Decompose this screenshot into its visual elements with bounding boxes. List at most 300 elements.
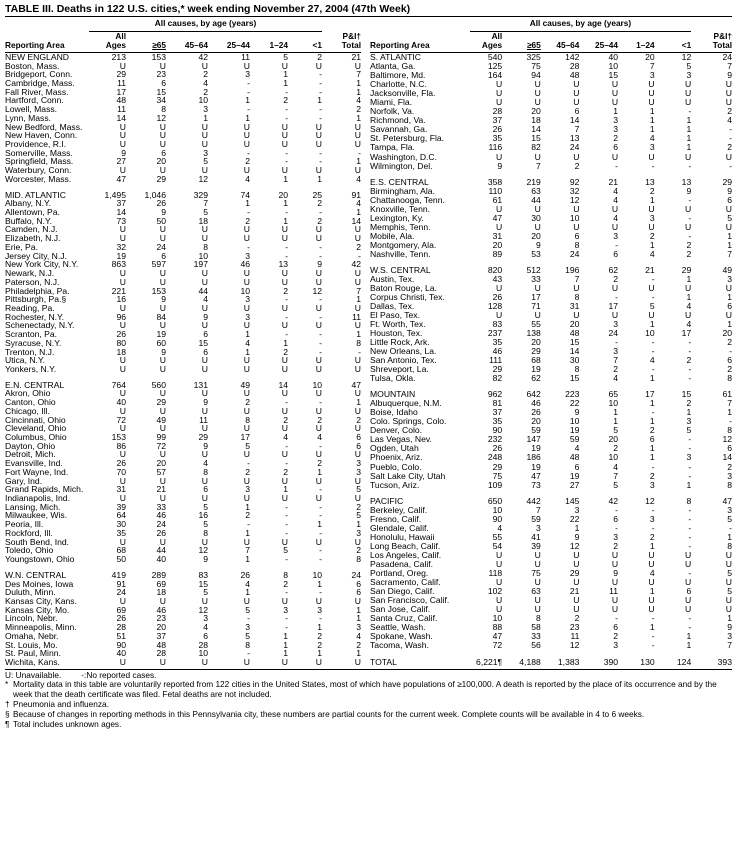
value-cell: 1 <box>727 239 732 250</box>
value-cell: 83 <box>492 319 503 330</box>
table-row <box>370 399 732 408</box>
value-cell: 3 <box>686 416 692 427</box>
value-cell: 1 <box>245 95 250 106</box>
value-cell: 72 <box>156 440 166 451</box>
table-row <box>370 505 732 514</box>
value-cell: U <box>354 130 361 141</box>
reporting-area-cell: Jersey City, N.J. <box>5 250 67 261</box>
value-cell: 7 <box>727 248 732 259</box>
value-cell: 35 <box>492 416 503 427</box>
value-cell: - <box>688 540 692 551</box>
value-cell: - <box>688 230 692 241</box>
value-cell: 20 <box>569 319 580 330</box>
value-cell: 4 <box>356 95 361 106</box>
reporting-area-cell: Rockford, Ill. <box>5 527 53 538</box>
value-cell: U <box>611 203 619 214</box>
value-cell: 72 <box>116 414 126 425</box>
reporting-area-cell: Springfield, Mass. <box>5 156 74 167</box>
value-cell: 4 <box>727 115 732 126</box>
value-cell: U <box>201 130 208 141</box>
value-cell: 5 <box>203 156 208 167</box>
value-cell: U <box>315 139 322 149</box>
value-cell: U <box>648 97 655 108</box>
value-cell: 35 <box>492 133 503 144</box>
value-cell: 30 <box>569 355 580 366</box>
value-cell: 1 <box>245 346 250 357</box>
value-cell: 33 <box>531 273 541 284</box>
value-cell: - <box>285 112 288 123</box>
reporting-area-cell: New Bedford, Mass. <box>5 121 83 132</box>
value-cell: 2 <box>283 95 288 106</box>
value-cell: - <box>319 613 322 624</box>
value-cell: 1 <box>283 337 288 348</box>
value-cell: 1 <box>686 407 692 418</box>
value-cell: 15 <box>681 389 692 400</box>
value-cell: 26 <box>492 443 503 454</box>
value-cell: - <box>651 273 655 284</box>
col-header-25-44: 25–44 <box>579 32 618 53</box>
value-cell: 2 <box>727 337 732 348</box>
value-cell: 5 <box>203 501 208 512</box>
value-cell: 48 <box>569 70 580 81</box>
table-row <box>370 293 732 302</box>
value-cell: 11 <box>570 631 580 642</box>
value-cell: - <box>651 613 655 623</box>
value-cell: U <box>354 493 361 504</box>
value-cell: 1 <box>245 527 250 538</box>
value-cell: - <box>285 458 288 469</box>
value-cell: 3 <box>317 604 322 615</box>
value-cell: 8 <box>686 495 692 506</box>
value-cell: 5 <box>283 545 288 556</box>
table-row <box>370 195 732 204</box>
value-cell: 9 <box>203 440 208 451</box>
value-cell: 89 <box>492 248 503 259</box>
value-cell: U <box>685 558 692 569</box>
value-cell: U <box>243 268 250 279</box>
value-cell: U <box>611 594 619 605</box>
value-cell: 21 <box>156 484 166 495</box>
value-cell: U <box>119 355 126 366</box>
table-row <box>5 381 361 390</box>
value-cell: U <box>648 221 655 232</box>
value-cell: 6 <box>356 587 361 598</box>
value-cell: 29 <box>569 567 580 578</box>
table-row <box>370 444 732 453</box>
value-cell: 4 <box>203 294 208 305</box>
value-cell: 3 <box>245 484 250 495</box>
value-cell: U <box>243 355 250 366</box>
reporting-area-cell: Phoenix, Ariz. <box>370 452 423 463</box>
no-cases-note: -:No reported cases. <box>81 669 157 680</box>
value-cell: 2 <box>245 397 250 408</box>
left-table <box>5 17 361 667</box>
value-cell: 3 <box>649 513 655 524</box>
value-cell: 73 <box>531 479 541 490</box>
value-cell: U <box>354 121 361 132</box>
value-cell: 2 <box>613 443 619 454</box>
value-cell: 10 <box>608 61 619 72</box>
value-cell: U <box>201 60 208 71</box>
value-cell: 1 <box>283 484 288 495</box>
value-cell: 3 <box>574 504 580 515</box>
value-cell: 1,383 <box>557 656 580 667</box>
value-cell: 50 <box>156 215 166 226</box>
reporting-area-cell: Canton, Ohio <box>5 397 56 408</box>
value-cell: 96 <box>116 311 126 322</box>
value-cell: 1 <box>649 373 655 384</box>
value-cell: U <box>201 139 208 149</box>
value-cell: U <box>611 151 619 162</box>
value-cell: 14 <box>722 452 732 463</box>
value-cell: U <box>495 558 503 569</box>
value-cell: U <box>119 60 126 71</box>
value-cell: 43 <box>492 273 503 284</box>
value-cell: 19 <box>116 250 126 261</box>
value-cell: 597 <box>151 259 166 270</box>
value-cell: 14 <box>531 124 541 135</box>
value-cell: 248 <box>487 452 503 463</box>
value-cell: 73 <box>116 215 126 226</box>
footnote-text: Mortality data in this table are voluntarily reported from 122 cities in the United States, most of which have populations of ≥100,000. A death is reported by the place of its occurrence and by the week that the death certificate was filed. Fetal deaths are not included. <box>13 679 717 700</box>
value-cell: 72 <box>492 640 503 651</box>
value-cell: - <box>319 112 322 123</box>
value-cell: 2 <box>613 540 619 551</box>
value-cell: 26 <box>116 613 126 624</box>
table-row <box>370 462 732 471</box>
value-cell: - <box>319 104 322 115</box>
value-cell: U <box>573 549 580 560</box>
value-cell: 81 <box>492 398 503 409</box>
value-cell: 69 <box>116 604 126 615</box>
value-cell: U <box>534 558 541 569</box>
value-cell: 6 <box>613 513 619 524</box>
value-cell: 5 <box>613 479 619 490</box>
value-cell: U <box>281 302 288 313</box>
value-cell: 4 <box>497 522 503 533</box>
value-cell: 9 <box>574 407 580 418</box>
value-cell: - <box>688 434 692 445</box>
value-cell: 3 <box>613 115 619 126</box>
value-cell: U <box>495 603 503 614</box>
reporting-area-cell: Paterson, N.J. <box>5 276 60 287</box>
value-cell: 3 <box>727 631 732 642</box>
value-cell: U <box>281 355 288 366</box>
value-cell: U <box>159 233 166 244</box>
value-cell: 2 <box>317 414 322 425</box>
value-cell: U <box>119 302 126 313</box>
value-cell: 63 <box>531 185 541 196</box>
value-cell: 37 <box>156 630 166 641</box>
value-cell: - <box>319 545 322 556</box>
value-cell: 7 <box>536 504 541 515</box>
value-cell: U <box>495 221 503 232</box>
value-cell: 17 <box>681 328 692 339</box>
value-cell: U <box>201 449 208 460</box>
value-cell: 26 <box>156 198 166 209</box>
value-cell: - <box>285 207 288 218</box>
value-cell: 51 <box>116 630 126 641</box>
value-cell: 27 <box>569 479 580 490</box>
reporting-area-cell: Cambridge, Mass. <box>5 77 75 88</box>
value-cell: 40 <box>116 397 126 408</box>
reporting-area-cell: W.S. CENTRAL <box>370 264 431 275</box>
value-cell: 82 <box>492 373 503 384</box>
value-cell: U <box>573 558 580 569</box>
value-cell: - <box>729 416 732 427</box>
value-cell: U <box>201 423 208 434</box>
value-cell: 1 <box>727 613 732 623</box>
table-row <box>370 266 732 275</box>
value-cell: U <box>573 576 580 587</box>
value-cell: U <box>611 282 619 293</box>
reporting-area-cell: Lexington, Ky. <box>370 212 424 223</box>
reporting-area-cell: Montgomery, Ala. <box>370 239 437 250</box>
value-cell: 5 <box>727 567 732 578</box>
value-cell: 12 <box>198 604 208 615</box>
value-cell: U <box>725 97 732 108</box>
value-cell: - <box>615 160 619 171</box>
reporting-area-cell: Salt Lake City, Utah <box>370 470 446 481</box>
value-cell: 6 <box>161 77 166 88</box>
reporting-area-cell: New York City, N.Y. <box>5 259 79 270</box>
value-cell: 59 <box>569 434 580 445</box>
reporting-area-cell: Fort Wayne, Ind. <box>5 466 69 477</box>
value-cell: - <box>285 250 288 261</box>
value-cell: 131 <box>193 379 208 390</box>
value-cell: 2 <box>317 458 322 469</box>
value-cell: 8 <box>245 639 250 650</box>
value-cell: 1 <box>356 77 361 88</box>
value-cell: - <box>729 124 732 135</box>
value-cell: 27 <box>116 156 126 167</box>
value-cell: - <box>651 522 655 533</box>
value-cell: U <box>243 536 250 547</box>
value-cell: 6 <box>613 142 619 153</box>
value-cell: 14 <box>116 207 126 218</box>
value-cell: 1 <box>356 613 361 624</box>
value-cell: 1 <box>317 173 322 184</box>
value-cell: 3 <box>203 104 208 115</box>
reporting-area-cell: Providence, R.I. <box>5 139 67 149</box>
value-cell: 6 <box>161 147 166 158</box>
value-cell: 5 <box>203 587 208 598</box>
value-cell: U <box>725 603 732 614</box>
reporting-area-cell: Pueblo, Colo. <box>370 461 422 472</box>
value-cell: 10 <box>198 250 208 261</box>
reporting-area-cell: Omaha, Nebr. <box>5 630 59 641</box>
value-cell: 31 <box>569 300 580 311</box>
value-cell: 147 <box>526 434 541 445</box>
value-cell: 1 <box>356 604 361 615</box>
value-cell: 75 <box>531 567 541 578</box>
value-cell: 3 <box>686 70 692 81</box>
value-cell: 325 <box>526 52 541 63</box>
value-cell: 18 <box>116 346 126 357</box>
value-cell: 2 <box>356 104 361 115</box>
value-cell: 10 <box>645 328 655 339</box>
value-cell: 10 <box>312 569 322 580</box>
value-cell: 23 <box>569 622 580 633</box>
value-cell: 863 <box>111 259 126 270</box>
value-cell: U <box>725 558 732 569</box>
value-cell: 3 <box>649 70 655 81</box>
reporting-area-cell: San Jose, Calif. <box>370 603 431 614</box>
col-header-lt1: <1 <box>288 32 322 53</box>
value-cell: 17 <box>531 291 541 302</box>
table-row <box>370 453 732 462</box>
value-cell: U <box>648 603 655 614</box>
value-cell: - <box>651 346 655 357</box>
reporting-area-cell: MOUNTAIN <box>370 389 416 400</box>
value-cell: 15 <box>569 373 580 384</box>
value-cell: 7 <box>727 398 732 409</box>
value-cell: 9 <box>574 531 580 542</box>
value-cell: 4 <box>649 248 655 259</box>
value-cell: 12 <box>198 545 208 556</box>
value-cell: U <box>243 130 250 141</box>
value-cell: - <box>358 346 361 357</box>
value-cell: U <box>354 224 361 235</box>
value-cell: 13 <box>681 176 692 187</box>
value-cell: 2 <box>245 156 250 167</box>
value-cell: 19 <box>531 461 541 472</box>
value-cell: U <box>354 165 361 176</box>
value-cell: 512 <box>526 264 541 275</box>
value-cell: 1 <box>649 115 655 126</box>
value-cell: U <box>611 558 619 569</box>
value-cell: U <box>354 139 361 149</box>
value-cell: U <box>648 282 655 293</box>
value-cell: 1 <box>613 106 619 117</box>
value-cell: 3 <box>356 622 361 633</box>
footnote-list <box>5 680 732 729</box>
value-cell: U <box>159 276 166 287</box>
table-row <box>5 260 361 269</box>
reporting-area-cell: Newark, N.J. <box>5 268 55 279</box>
value-cell: 29 <box>492 364 503 375</box>
col-header-45-64: 45–64 <box>541 32 580 53</box>
value-cell: U <box>201 405 208 416</box>
value-cell: U <box>119 224 126 235</box>
value-cell: 34 <box>156 95 166 106</box>
table-row <box>5 398 361 407</box>
value-cell: - <box>688 622 692 633</box>
reporting-area-cell: Lynn, Mass. <box>5 112 52 123</box>
table-row <box>5 389 361 398</box>
value-cell: 12 <box>312 285 322 296</box>
value-cell: U <box>315 320 322 331</box>
reporting-area-cell: S. ATLANTIC <box>370 52 421 63</box>
value-cell: 21 <box>645 264 655 275</box>
value-cell: 1 <box>649 416 655 427</box>
value-cell: - <box>319 207 322 218</box>
value-cell: 37 <box>492 115 503 126</box>
value-cell: 5 <box>245 630 250 641</box>
value-cell: 1 <box>356 112 361 123</box>
reporting-area-cell: Long Beach, Calif. <box>370 540 441 551</box>
table-row <box>5 658 361 667</box>
page <box>5 0 732 729</box>
value-cell: 8 <box>203 241 208 252</box>
value-cell: U <box>573 603 580 614</box>
value-cell: U <box>534 282 541 293</box>
value-cell: 29 <box>156 173 166 184</box>
value-cell: - <box>285 519 288 530</box>
footnote-mark: § <box>5 708 10 719</box>
table-row <box>5 356 361 365</box>
value-cell: U <box>725 88 732 99</box>
value-cell: 1 <box>317 466 322 477</box>
value-cell: - <box>285 622 288 633</box>
value-cell: 29 <box>198 432 208 442</box>
value-cell: 12 <box>722 434 732 445</box>
value-cell: 2 <box>356 414 361 425</box>
value-cell: 102 <box>487 585 503 596</box>
table-row <box>370 161 732 170</box>
value-cell: U <box>648 594 655 605</box>
value-cell: 3 <box>245 622 250 633</box>
value-cell: 17 <box>116 86 126 97</box>
value-cell: 12 <box>681 52 692 63</box>
value-cell: U <box>159 268 166 279</box>
value-cell: - <box>319 86 322 97</box>
table-row <box>370 143 732 152</box>
table-row <box>370 134 732 143</box>
value-cell: U <box>315 656 322 667</box>
value-cell: 2 <box>245 510 250 521</box>
reporting-area-cell: Baltimore, Md. <box>370 70 426 81</box>
value-cell: 2 <box>686 398 692 409</box>
value-cell: 7 <box>649 61 655 72</box>
value-cell: - <box>319 587 322 598</box>
value-cell: U <box>159 363 166 374</box>
value-cell: U <box>243 405 250 416</box>
value-cell: U <box>159 493 166 504</box>
value-cell: 3 <box>245 69 250 80</box>
value-cell: 12 <box>569 540 580 551</box>
value-cell: 1 <box>686 479 692 490</box>
value-cell: U <box>281 165 288 176</box>
unavailable-note: U: Unavailable. <box>5 669 62 680</box>
value-cell: U <box>315 388 322 399</box>
value-cell: 24 <box>351 569 361 580</box>
reporting-area-cell: Mobile, Ala. <box>370 230 415 241</box>
value-cell: U <box>281 139 288 149</box>
value-cell: 35 <box>116 527 126 538</box>
value-cell: - <box>319 156 322 167</box>
value-cell: 2 <box>727 106 732 117</box>
value-cell: 4 <box>283 432 288 442</box>
table-columns <box>5 17 732 667</box>
value-cell: 14 <box>116 112 126 123</box>
value-cell: 23 <box>156 69 166 80</box>
value-cell: - <box>319 69 322 80</box>
value-cell: U <box>534 79 541 90</box>
value-cell: 11 <box>117 104 126 115</box>
value-cell: 145 <box>565 495 580 506</box>
value-cell: 153 <box>151 285 166 296</box>
value-cell: 419 <box>111 569 126 580</box>
value-cell: 9 <box>203 554 208 565</box>
value-cell: 82 <box>531 142 541 153</box>
value-cell: U <box>534 594 541 605</box>
value-cell: 2 <box>283 414 288 425</box>
value-cell: 3 <box>245 250 250 261</box>
reporting-area-cell: Dallas, Tex. <box>370 300 415 311</box>
value-cell: U <box>354 475 361 486</box>
value-cell: 24 <box>156 519 166 530</box>
